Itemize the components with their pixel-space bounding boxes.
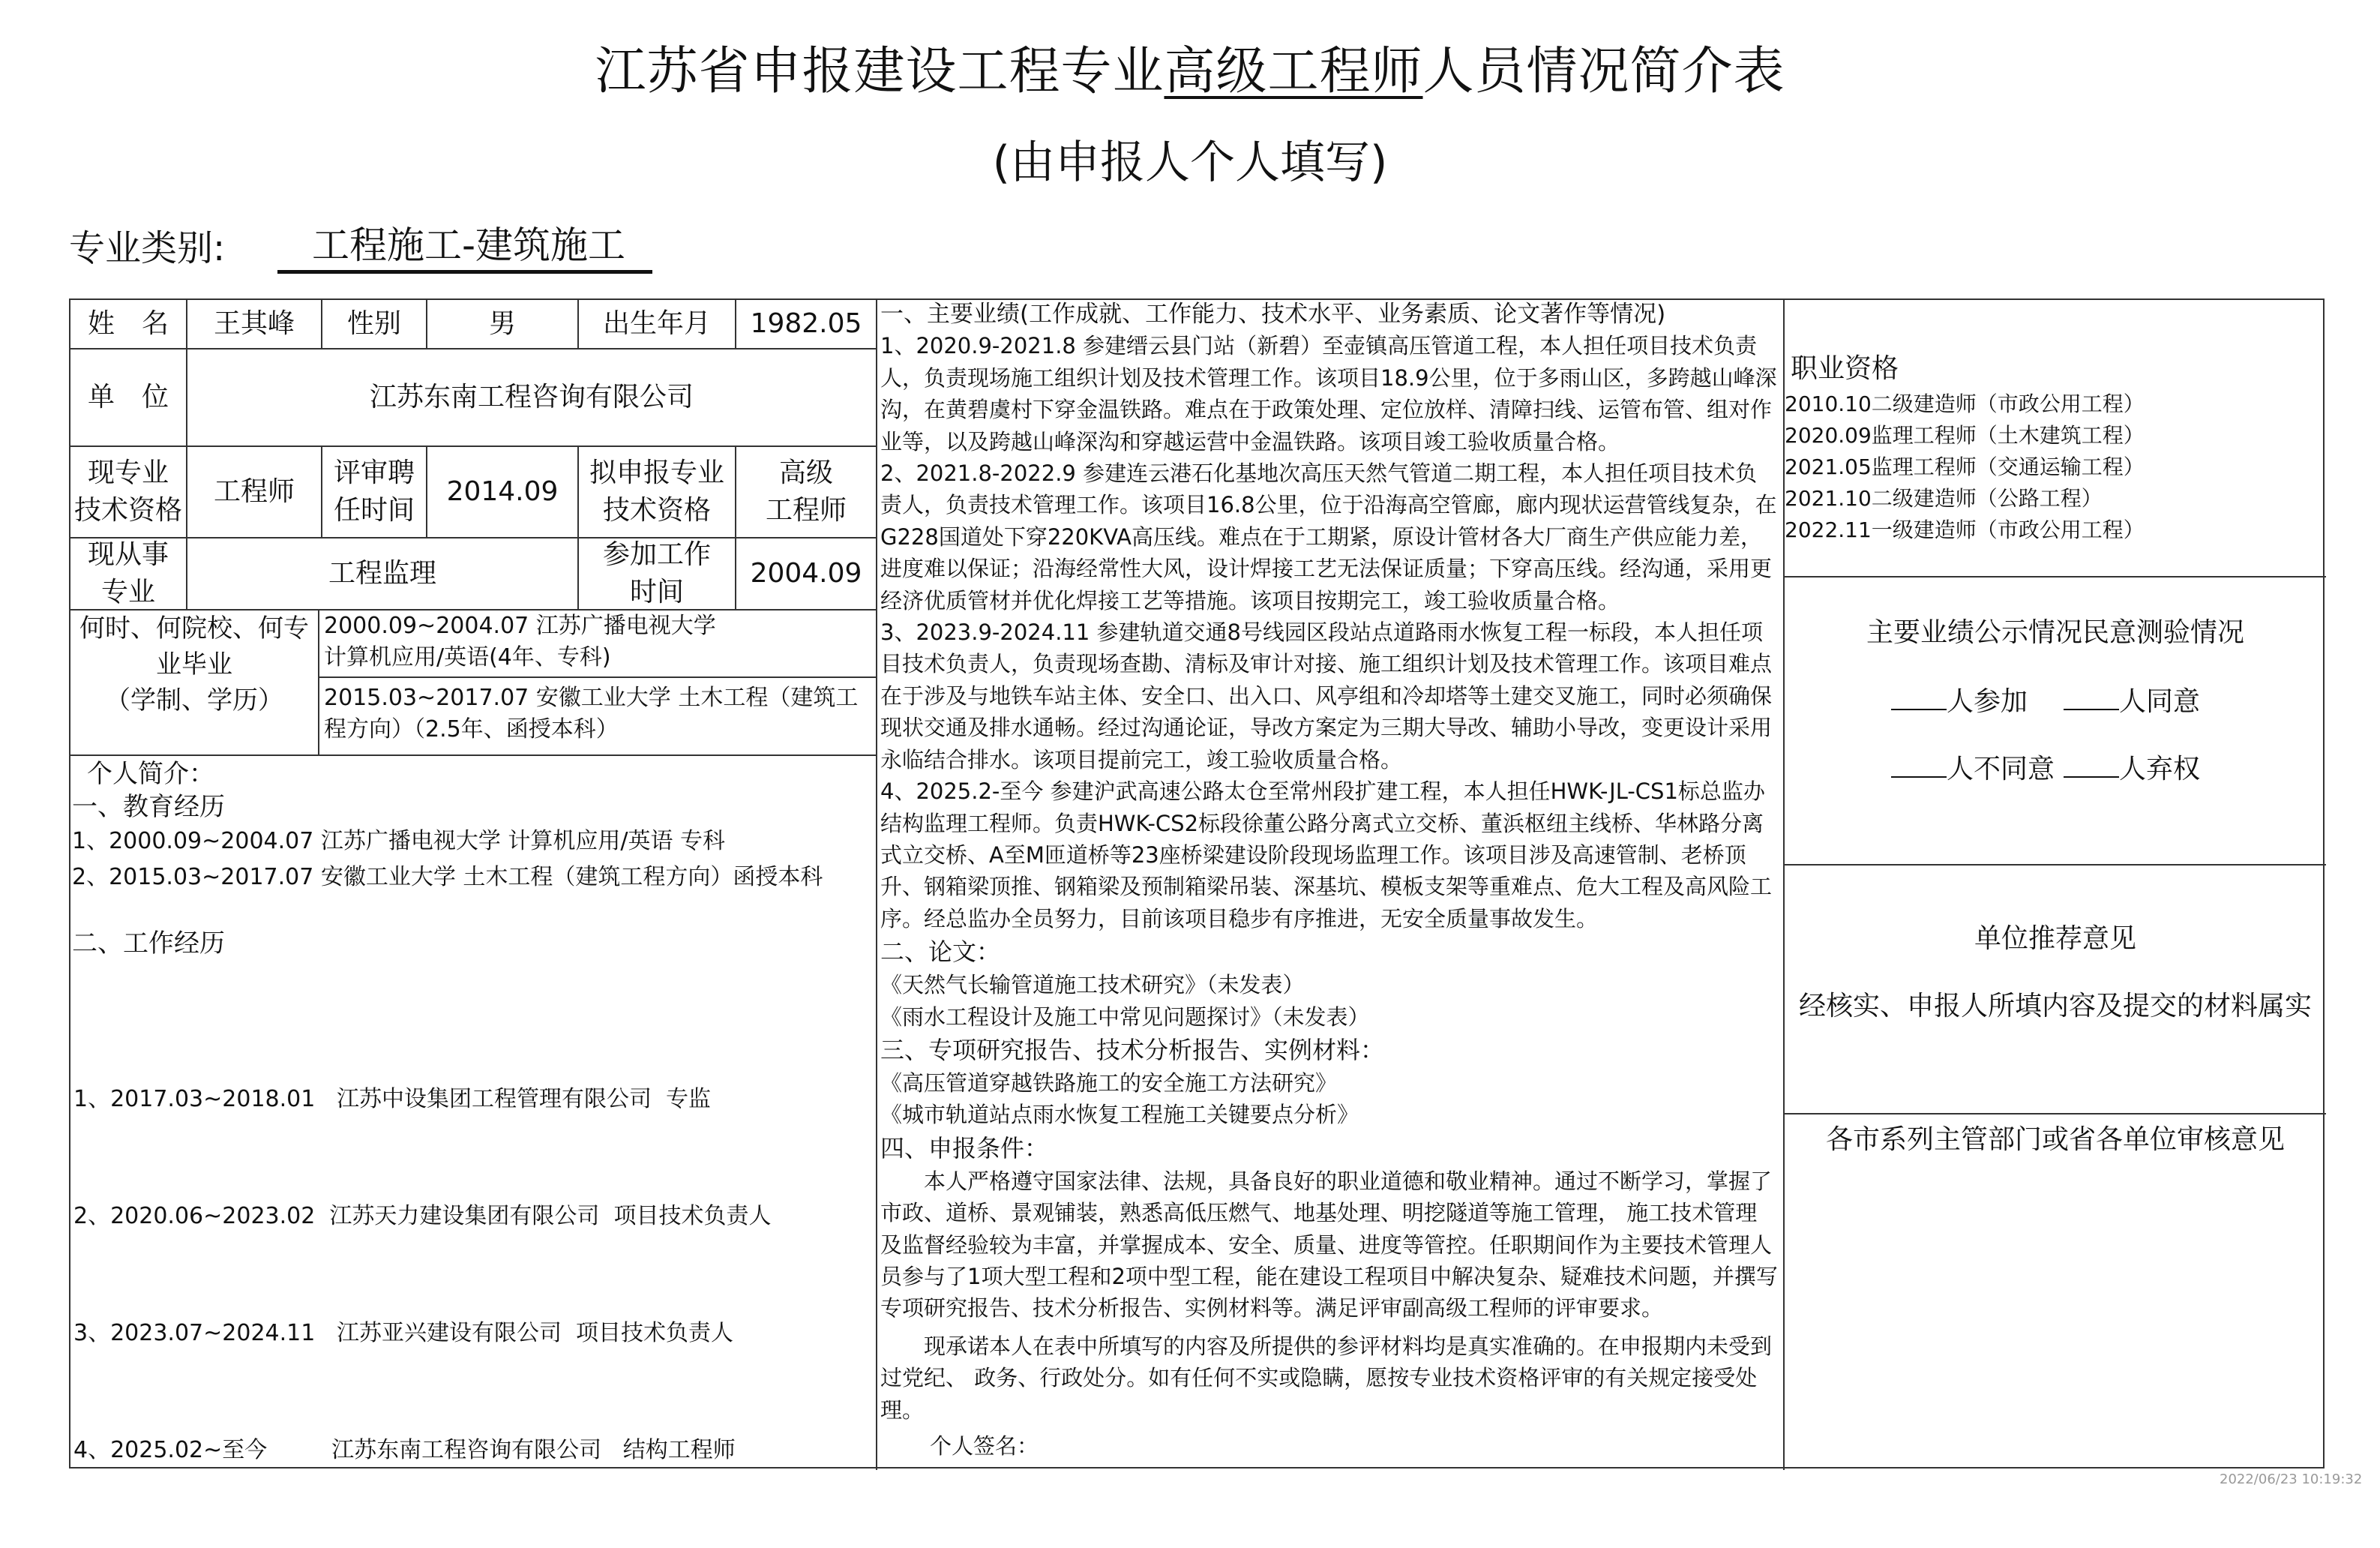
achievement-item: 2、2021.8-2022.9 参建连云港石化基地次高压天然气管道二期工程，本人担任项目技术负责人，负责技术管理工作。该项目16.8公里，位于沿海高空管廊，廊内现状运营管线复杂，在G228国道处下穿220KVA高压线。难点在于工期紧，原设计管材各大厂商生产供应能力差，进度难以保证；沿海经常性大风，设计焊接工艺无法保证质量；下穿高压线。经沟通，采用更经济优质管材并优化焊接工艺等措施。该项目按期完工，竣工验收质量合格。 — [880, 460, 1777, 614]
page-title — [0, 34, 2380, 110]
survey-agree: 人同意 — [2064, 681, 2200, 723]
blank-line — [1891, 754, 1947, 778]
edu-value-2: 2015.03~2017.07 安徽工业大学 土木工程（建筑工程方向）（2.5年、函授本科） — [324, 685, 859, 742]
achievement-item: 1、2020.9-2021.8 参建缙云县门站（新碧）至壶镇高压管道工程，本人担任项目技术负责人，负责现场施工组织计划及技术管理工作。该项目18.9公里，位于多雨山区，多跨越山峰深沟，在黄碧虞村下穿金温铁路。难点在于政策处理、定位放样、清障扫线、运管布管、组对作业等，以及跨越山峰深沟和穿越运营中金温铁路。该项目竣工验收质量合格。 — [880, 333, 1777, 454]
recommend-text: 经核实、申报人所填内容及提交的材料属实 — [1798, 991, 2312, 1022]
pledge-text: 现承诺本人在表中所填写的内容及所提供的参评材料均是真实准确的。在申报期内未受到过党纪、 政务、行政处分。如有任何不实或隐瞒，愿按专业技术资格评审的有关规定接受处理。 — [880, 1333, 1773, 1423]
title-suffix: 人员情况简介表 — [1422, 42, 1785, 101]
right-row-line-1 — [1783, 576, 2326, 578]
title-underlined: 高级工程师 — [1164, 42, 1423, 101]
form-table — [69, 298, 2325, 1468]
reports-heading: 三、专项研究报告、技术分析报告、实例材料： — [880, 1035, 1385, 1064]
list-item: 1、2000.09~2004.07 江苏广播电视大学 计算机应用/英语 专科 — [72, 828, 726, 854]
achievements-column — [880, 298, 1779, 1462]
review-heading: 各市系列主管部门或省各单位审核意见 — [1825, 1124, 2285, 1155]
gender-label: 性别 — [346, 308, 401, 339]
survey-abstain: 人弃权 — [2064, 748, 2200, 790]
review-time-label: 评审聘 任时间 — [333, 458, 415, 526]
recommend-heading: 单位推荐意见 — [1974, 923, 2136, 954]
list-item: 1、2017.03~2018.01 江苏中设集团工程管理有限公司 专监 — [73, 1086, 712, 1112]
page-subtitle: (由申报人个人填写) — [992, 136, 1388, 189]
target-qual-label: 拟申报专业 技术资格 — [589, 458, 724, 526]
profile-heading: 个人简介： — [87, 759, 214, 789]
category-label: 专业类别: — [69, 227, 226, 269]
category-value: 工程施工-建筑施工 — [277, 220, 652, 274]
blank-line — [2064, 686, 2119, 710]
survey-heading: 主要业绩公示情况民意测验情况 — [1866, 617, 2244, 648]
edu-label: 何时、何院校、何专 业毕业 （学制、学历） — [79, 614, 309, 716]
survey-join: 人参加 — [1891, 681, 2028, 723]
gender-value: 男 — [488, 308, 516, 339]
list-item: 2010.10二级建造师（市政公用工程） — [1785, 392, 2145, 416]
edu-split-line — [318, 676, 876, 678]
edu-value-1: 2000.09~2004.07 江苏广播电视大学 计算机应用/英语(4年、专科) — [324, 613, 716, 670]
survey-disagree: 人不同意 — [1891, 748, 2055, 790]
conditions-heading: 四、申报条件： — [880, 1133, 1049, 1162]
achievement-item: 3、2023.9-2024.11 参建轨道交通8号线园区段站点道路雨水恢复工程一标段，本人担任项目技术负责人，负责现场查勘、清标及审计对接、施工组织计划及技术管理工作。该项目难点在于涉及与地铁车站主体、安全口、出入口、风亭组和冷却塔等土建交叉施工，同时必须确保现状交通及排水通畅。经过沟通论证，导改方案定为三期大导改、辅助小导改，变更设计采用永临结合排水。该项目提前完工，竣工验收质量合格。 — [880, 620, 1773, 772]
unit-value: 江苏东南工程咨询有限公司 — [369, 382, 694, 412]
report-item: 《城市轨道站点雨水恢复工程施工关键要点分析》 — [880, 1102, 1359, 1128]
birth-label: 出生年月 — [602, 308, 711, 339]
review-time-value: 2014.09 — [446, 476, 559, 507]
paper-item: 《雨水工程设计及施工中常见问题探讨》（未发表） — [880, 1004, 1370, 1030]
list-item: 2、2015.03~2017.07 安徽工业大学 土木工程（建筑工程方向）函授本科 — [72, 864, 823, 890]
unit-label: 单 位 — [87, 382, 169, 412]
target-qual-value: 高级 工程师 — [765, 458, 847, 526]
work-start-value: 2004.09 — [750, 558, 862, 589]
blank-line — [1891, 686, 1947, 710]
divider-left-middle — [876, 300, 877, 1470]
signature-label: 个人签名： — [930, 1433, 1039, 1459]
birth-value: 1982.05 — [750, 308, 862, 339]
work-heading: 二、工作经历 — [72, 928, 225, 958]
major-label: 现从事 专业 — [87, 539, 169, 608]
conditions-text: 本人严格遵守国家法律、法规，具备良好的职业道德和敬业精神。通过不断学习，掌握了市政、道桥、景观铺装，熟悉高低压燃气、地基处理、明挖隧道等施工管理， 施工技术管理及监督经验较为丰富，并掌握成本、安全、质量、进度等管控。任职期间作为主要技术管理人员参与了1项大型工程和2项中型工程，能在建设工程项目中解决复杂、疑难技术问题，并撰写专项研究报告、技术分析报告、实例材料等。满足评审副高级工程师的评审要求。 — [880, 1168, 1778, 1322]
list-item: 2、2020.06~2023.02 江苏天力建设集团有限公司 项目技术负责人 — [73, 1203, 772, 1229]
blank-line — [2064, 754, 2119, 778]
achievements-heading: 一、主要业绩(工作成就、工作能力、技术水平、业务素质、论文著作等情况) — [880, 301, 1666, 328]
work-start-label: 参加工作 时间 — [602, 539, 711, 608]
right-row-line-3 — [1783, 1113, 2326, 1114]
name-label: 姓 名 — [87, 308, 169, 339]
paper-item: 《天然气长输管道施工技术研究》（未发表） — [880, 972, 1305, 998]
work-list — [73, 1002, 876, 1548]
list-item: 2021.05监理工程师（交通运输工程） — [1785, 454, 2145, 479]
report-item: 《高压管道穿越铁路施工的安全施工方法研究》 — [880, 1070, 1338, 1096]
list-item: 2021.10二级建造师（公路工程） — [1785, 486, 2103, 511]
edu-list — [72, 824, 874, 896]
list-item: 2020.09监理工程师（土木建筑工程） — [1785, 423, 2145, 448]
achievement-item: 4、2025.2-至今 参建沪武高速公路太仓至常州段扩建工程，本人担任HWK-JL-CS1标总监办结构监理工程师。负责HWK-CS2标段徐董公路分离式立交桥、董浜枢纽主线桥、华林路分离式立交桥、A至M匝道桥等23座桥梁建设阶段现场监理工作。该项目涉及高速管制、老桥顶升、钢箱梁顶推、钢箱梁及预制箱梁吊装、深基坑、模板支架等重难点、危大工程及高风险工序。经总监办全员努力，目前该项目稳步有序推进，无安全质量事故发生。 — [880, 778, 1773, 932]
list-item: 2022.11一级建造师（市政公用工程） — [1785, 518, 2145, 542]
list-item: 3、2023.07~2024.11 江苏亚兴建设有限公司 项目技术负责人 — [73, 1320, 734, 1346]
right-row-line-2 — [1783, 864, 2326, 866]
current-qual-label: 现专业 技术资格 — [73, 458, 182, 526]
timestamp: 2022/06/23 10:19:32 — [2220, 1472, 2363, 1487]
major-value: 工程监理 — [328, 558, 436, 589]
qual-list — [1785, 388, 2325, 546]
title-prefix: 江苏省申报建设工程专业 — [595, 42, 1165, 101]
edu-heading: 一、教育经历 — [72, 792, 225, 822]
qual-heading: 职业资格 — [1791, 353, 1899, 384]
col-line-edu — [318, 609, 319, 754]
papers-heading: 二、论文： — [880, 938, 1001, 967]
list-item: 4、2025.02~至今 江苏东南工程咨询有限公司 结构工程师 — [73, 1437, 736, 1463]
current-qual-value: 工程师 — [213, 476, 295, 507]
name-value: 王其峰 — [213, 308, 295, 339]
